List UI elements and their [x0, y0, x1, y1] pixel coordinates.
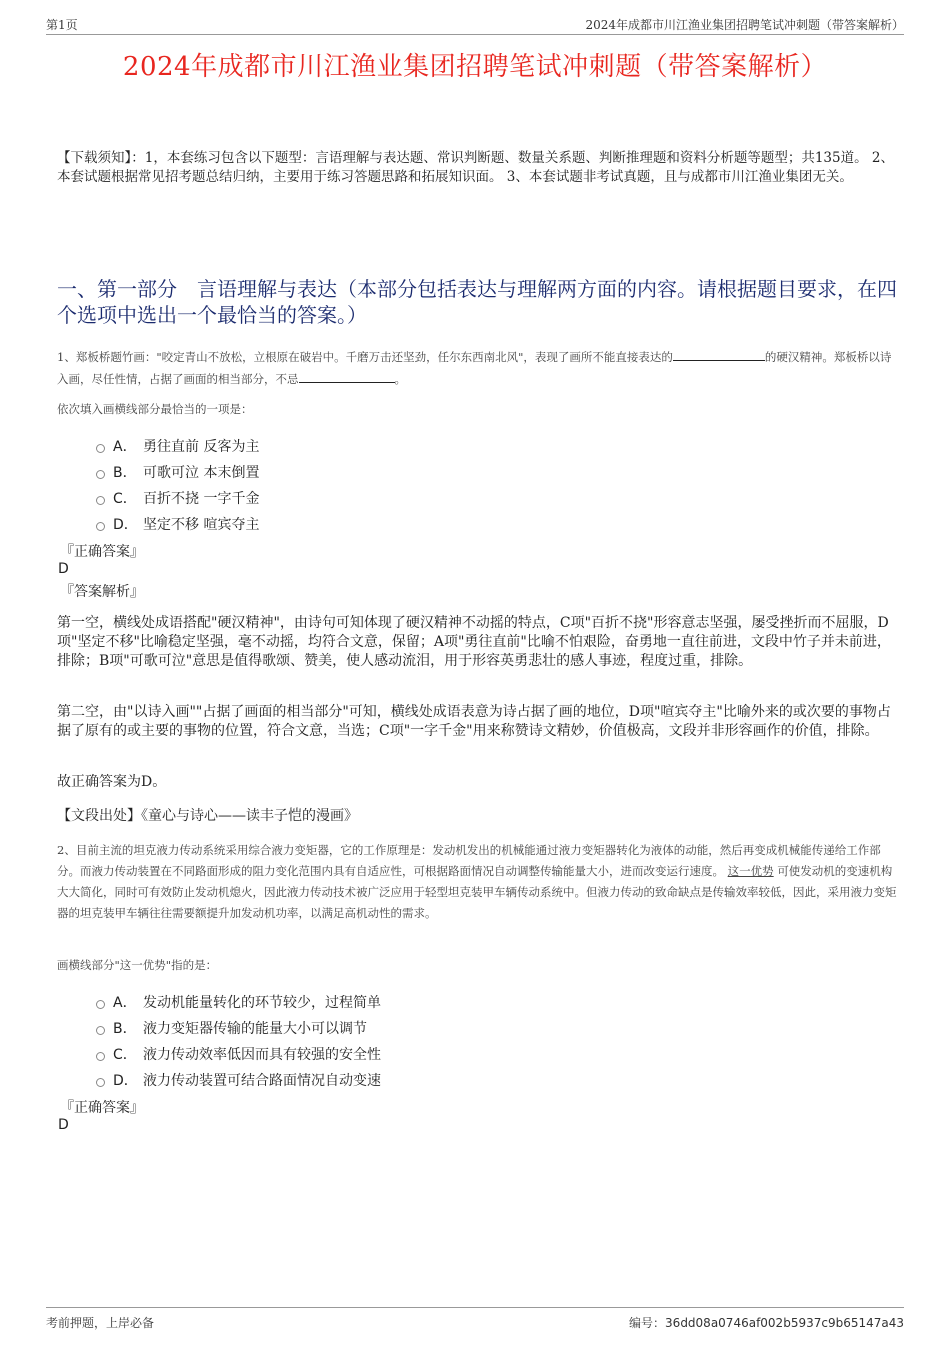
radio-icon[interactable]	[96, 496, 105, 505]
option-c[interactable]: C． 液力传动效率低因而具有较强的安全性	[96, 1041, 381, 1067]
radio-icon[interactable]	[96, 470, 105, 479]
answer-value: D	[58, 1117, 69, 1133]
analysis-paragraph-2: 第二空，由"以诗入画""占据了画面的相当部分"可知，横线处成语表意为诗占据了画的地位，D项"喧宾夺主"比喻外来的或次要的事物占据了原有的或主要的事物的位置，符合文意，当选；C项"一字千金"用来称赞诗文精妙，价值极高，文段并非形容画作的价值，排除。	[57, 704, 891, 739]
document-code: 编号：36dd08a0746af002b5937c9b65147a43	[629, 1316, 904, 1330]
option-a[interactable]: A． 发动机能量转化的环节较少，过程简单	[96, 989, 381, 1015]
radio-icon[interactable]	[96, 444, 105, 453]
option-a[interactable]: A． 勇往直前 反客为主	[96, 433, 259, 459]
radio-icon[interactable]	[96, 1052, 105, 1061]
page-footer	[46, 1307, 904, 1334]
question-2-stem: 2、目前主流的坦克液力传动系统采用综合液力变矩器，它的工作原理是：发动机发出的机械能通过液力变矩器转化为液体的动能，然后再变成机械能传递给工作部分。而液力传动装置在不同路面形成的阻力变化范围内具有自适应性，可根据路面情况自动调整传输能量大小，进而改变运行速度。 这一优势 可使发动机的变速机构大大简化，同时可有效防止发动机熄火，因此液力传动技术被广泛应用于轻型坦克装甲车辆传动系统中。但液力传动的致命缺点是传输效率较低，因此，采用液力变矩器的坦克装甲车辆往往需要额提升加发动机功率，以满足高机动性的需求。	[57, 843, 897, 920]
answer-value: D	[58, 561, 69, 577]
blank-1	[673, 346, 765, 361]
question-1-options	[96, 433, 259, 537]
answer-label: 『正确答案』	[60, 544, 144, 560]
answer-label: 『正确答案』	[60, 1100, 144, 1116]
question-2-prompt: 画横线部分"这一优势"指的是：	[57, 958, 218, 972]
option-d[interactable]: D． 液力传动装置可结合路面情况自动变速	[96, 1067, 381, 1093]
blank-2	[299, 368, 395, 383]
page-number: 第1页	[46, 18, 78, 32]
option-c[interactable]: C． 百折不挠 一字千金	[96, 485, 259, 511]
question-1-stem: 1、郑板桥题竹画："咬定青山不放松，立根原在破岩中。千磨万击还坚劲，任尔东西南北风"，表现了画所不能直接表达的 的硬汉精神。郑板桥以诗入画，尽任性情，占据了画面的相当部分，不忌 。	[57, 346, 900, 390]
radio-icon[interactable]	[96, 1078, 105, 1087]
option-b[interactable]: B． 液力变矩器传输的能量大小可以调节	[96, 1015, 381, 1041]
analysis-label: 『答案解析』	[60, 584, 144, 600]
download-notice: 【下载须知】：1，本套练习包含以下题型：言语理解与表达题、常识判断题、数量关系题、判断推理题和资料分析题等题型；共135道。 2、本套试题根据常见招考题总结归纳，主要用于练习答题思路和拓展知识面。 3、本套试题非考试真题，且与成都市川江渔业集团无关。	[57, 150, 894, 185]
option-d[interactable]: D． 坚定不移 喧宾夺主	[96, 511, 259, 537]
page-header	[46, 14, 904, 35]
analysis-paragraph-1: 第一空，横线处成语搭配"硬汉精神"，由诗句可知体现了硬汉精神不动摇的特点，C项"百折不挠"形容意志坚强，屡受挫折而不屈服，D项"坚定不移"比喻稳定坚强，毫不动摇，均符合文意，保留；A项"勇往直前"比喻不怕艰险，奋勇地一直往前进，文段中竹子并未前进，排除；B项"可歌可泣"意思是值得歌颂、赞美，使人感动流泪，用于形容英勇悲壮的感人事迹，程度过重，排除。	[57, 615, 891, 669]
analysis-conclusion: 故正确答案为D。	[57, 774, 167, 790]
question-1-prompt: 依次填入画横线部分最恰当的一项是：	[57, 402, 253, 416]
page-title: 2024年成都市川江渔业集团招聘笔试冲刺题（带答案解析）	[122, 52, 828, 82]
question-2-options	[96, 989, 381, 1093]
radio-icon[interactable]	[96, 522, 105, 531]
footer-slogan: 考前押题，上岸必备	[46, 1316, 155, 1330]
section-heading: 一、第一部分 言语理解与表达（本部分包括表达与理解两方面的内容。请根据题目要求，在四个选项中选出一个最恰当的答案。）	[57, 277, 897, 327]
header-doc-title: 2024年成都市川江渔业集团招聘笔试冲刺题（带答案解析）	[585, 18, 904, 32]
option-b[interactable]: B． 可歌可泣 本末倒置	[96, 459, 259, 485]
text-source: 【文段出处】《童心与诗心——读丰子恺的漫画》	[57, 808, 358, 824]
radio-icon[interactable]	[96, 1000, 105, 1009]
radio-icon[interactable]	[96, 1026, 105, 1035]
underlined-phrase: 这一优势	[727, 864, 774, 878]
